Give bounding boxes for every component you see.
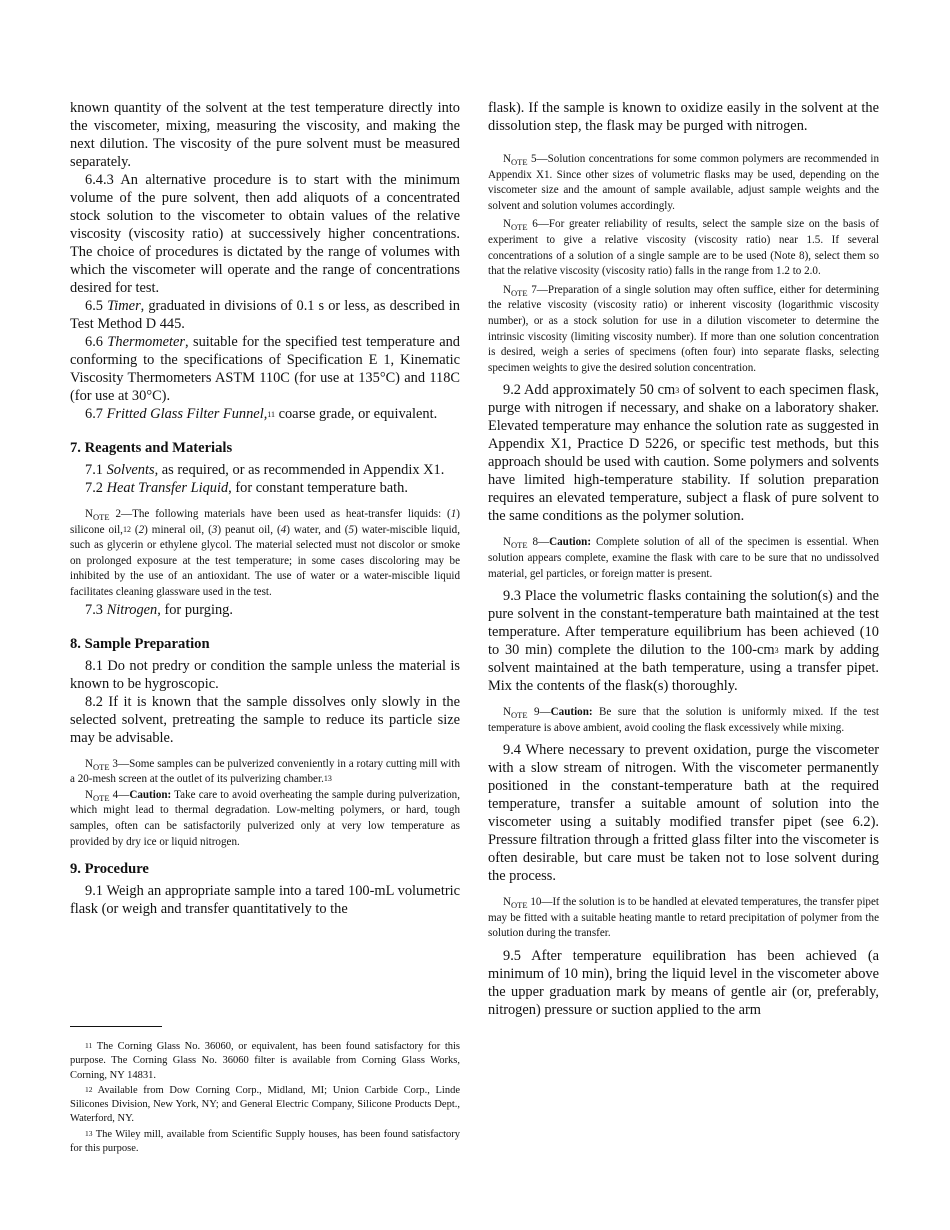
paragraph-6-4-3: 6.4.3 An alternative procedure is to start with the minimum volume of the pure solvent, then add aliquots of a concentrated stock solution to the viscometer to obtain values of the relative viscosity (viscosity ratio) at successively higher concentrations. The choice of procedures is dictated by the range of volumes with which the viscometer will operate and the range of concentrations desired for test. bbox=[70, 172, 460, 296]
paragraph-6-7: 6.7 Fritted Glass Filter Funnel,$^{11}$ coarse grade, or equivalent. bbox=[85, 406, 438, 422]
note-6: $N_{OTE}$ 6—For greater reliability of results, select the sample size on the basis of experiment to give a relative viscosity (viscosity ratio) near 1.5. If several concentrations of a solution of a single sample are to be used (Note 8), select them so that the relative viscosity (viscosity ratio) falls in the range from 1.2 to 2.0. bbox=[488, 218, 879, 278]
section-heading-8: 8. Sample Preparation bbox=[70, 635, 210, 652]
note-10: $N_{OTE}$ 10—If the solution is to be handled at elevated temperatures, the transfer pipet may be fitted with a suitable heating mantle to retard precipitation of polymer from the solution during the transfer. bbox=[488, 896, 879, 940]
note-7: $N_{OTE}$ 7—Preparation of a single solution may often suffice, either for determining the relative viscosity (viscosity ratio) or inherent viscosity (logarithmic viscosity number), or as a stock solution for use in a dilution viscometer to determine the intrinsic viscosity (limiting viscosity number). If more than one solution concentration is desired, weigh a series of specimens (often four) into separate flasks, selecting specimen weights to give the desired solution concentration. bbox=[488, 283, 879, 374]
footnote-12: $^{12}$ Available from Dow Corning Corp., Midland, MI; Union Carbide Corp., Linde Silicones Division, New York, NY; and General Electric Company, Silicone Products Dept., Waterford, NY. bbox=[70, 1084, 460, 1125]
section-heading-7: 7. Reagents and Materials bbox=[70, 440, 233, 456]
paragraph-9-1-continued: flask). If the sample is known to oxidize easily in the solvent at the dissolution step, the flask may be purged with nitrogen. bbox=[488, 100, 879, 134]
left-column bbox=[70, 99, 460, 918]
note-2: $N_{OTE}$ 2—The following materials have been used as heat-transfer liquids: (1) silicone oil,$^{12}$ (2) mineral oil, (3) peanut oil, (4) water, and (5) water-miscible liquid, such as glycerin or ethylene glycol. The material selected must not discolor or smoke on prolonged exposure at the test temperature; in some cases discoloring may be inhibited by the use of an antioxidant. The use of water or a water-miscible liquid facilitates cleaning glassware used in the test. bbox=[70, 508, 461, 598]
paragraph-9-1: 9.1 Weigh an appropriate sample into a tared 100-mL volumetric flask (or weigh and transfer quantitatively to the bbox=[70, 883, 460, 918]
paragraph-9-2: 9.2 Add approximately 50 $cm^3$ of solvent to each specimen flask, purge with nitrogen if necessary, and shake on a laboratory shaker. Elevated temperature may enhance the solution rate as suggested in Appendix X1, Practice D 5226, or specific test methods, but this approach should be used with caution. Some polymers and solvents have limited high-temperature stability. If solution preparation requires an elevated temperature, subject a flask of pure solvent to the same conditions as the polymer solution. bbox=[488, 382, 879, 525]
paragraph-6-5: 6.5 Timer, graduated in divisions of 0.1 s or less, as described in Test Method D 445. bbox=[70, 298, 460, 332]
paragraph-7-2: 7.2 Heat Transfer Liquid, for constant temperature bath. bbox=[85, 480, 408, 496]
paragraph-7-3: 7.3 Nitrogen, for purging. bbox=[85, 601, 233, 618]
note-5: $N_{OTE}$ 5—Solution concentrations for some common polymers are recommended in Appendix X1. Since other sizes of volumetric flasks may be used, depending on the viscometer size and the amount of sample available, adjust sample weights and the solvent and solution volumes accordingly. bbox=[488, 153, 879, 212]
footnote-11: $^{11}$ The Corning Glass No. 36060, or equivalent, has been found satisfactory for this purpose. The Corning Glass No. 36060 filter is available from Corning Glass Works, Corning, NY 14831. bbox=[70, 1041, 460, 1081]
paragraph-6-6: 6.6 Thermometer, suitable for the specified test temperature and conforming to the specifications of Specification E 1, Kinematic Viscosity Thermometers ASTM 110C (for use at 135°C) and 118C (for use at 30°C). bbox=[70, 334, 460, 404]
footnotes bbox=[70, 1040, 460, 1157]
footnote-rule bbox=[70, 1026, 162, 1027]
paragraph-9-5: 9.5 After temperature equilibration has been achieved (a minimum of 10 min), bring the liquid level in the viscometer above the upper graduation mark by means of gentle air (or, preferably, nitrogen) pressure or suction applied to the arm bbox=[488, 948, 879, 1019]
paragraph-8-2: 8.2 If it is known that the sample dissolves only slowly in the selected solvent, pretreating the sample to reduce its particle size may be advisable. bbox=[70, 693, 460, 746]
right-column bbox=[488, 99, 879, 1019]
paragraph-9-3: 9.3 Place the volumetric flasks containing the solution(s) and the pure solvent in the constant-temperature bath maintained at the test temperature. After temperature equilibrium has been achieved (10 to 30 min) complete the dilution to the $100-cm^3$ mark by adding solvent maintained at the bath temperature, using a transfer pipet. Mix the contents of the flask(s) thoroughly. bbox=[488, 588, 880, 695]
paragraph-7-1: 7.1 Solvents, as required, or as recommended in Appendix X1. bbox=[85, 462, 445, 478]
note-3: $N_{OTE}$ 3—Some samples can be pulverized conveniently in a rotary cutting mill with a 20-mesh screen at the outlet of its pulverizing chamber.$^{13}$ bbox=[70, 757, 461, 786]
note-8: $N_{OTE}$ 8—Caution: Complete solution of all of the specimen is essential. When solution appears complete, examine the flask with care to be sure that no undissolved material, gel particles, or foreign matter is present. bbox=[488, 536, 879, 580]
footnote-13: $^{13}$ The Wiley mill, available from Scientific Supply houses, has been found satisfactory for this purpose. bbox=[70, 1128, 461, 1155]
paragraph-intro: known quantity of the solvent at the test temperature directly into the viscometer, mixing, measuring the viscosity, and making the next dilution. The viscosity of the pure solvent must be measured separately. bbox=[70, 100, 460, 170]
note-9: $N_{OTE}$ 9—Caution: Be sure that the solution is uniformly mixed. If the test temperature is above ambient, avoid cooling the flask excessively while mixing. bbox=[488, 706, 879, 734]
section-heading-9: 9. Procedure bbox=[70, 861, 149, 878]
paragraph-9-4: 9.4 Where necessary to prevent oxidation, purge the viscometer with a slow stream of nitrogen. With the viscometer permanently positioned in the constant-temperature bath at the required temperature, transfer a suitable amount of solution into the viscometer using a suitably modified transfer pipet (see 6.2). Pressure filtration through a fritted glass filter into the viscometer is often desirable, but care must be taken not to lose solvent during the process. bbox=[488, 742, 879, 885]
note-4: $N_{OTE}$ 4—Caution: Take care to avoid overheating the sample during pulverization, which might lead to thermal degradation. Low-melting polymers, or hard, tough samples, often can be satisfactorily pulverized only at very low temperature as provided by dry ice or liquid nitrogen. bbox=[70, 788, 460, 848]
paragraph-8-1: 8.1 Do not predry or condition the sample unless the material is known to be hygroscopic. bbox=[70, 657, 460, 692]
